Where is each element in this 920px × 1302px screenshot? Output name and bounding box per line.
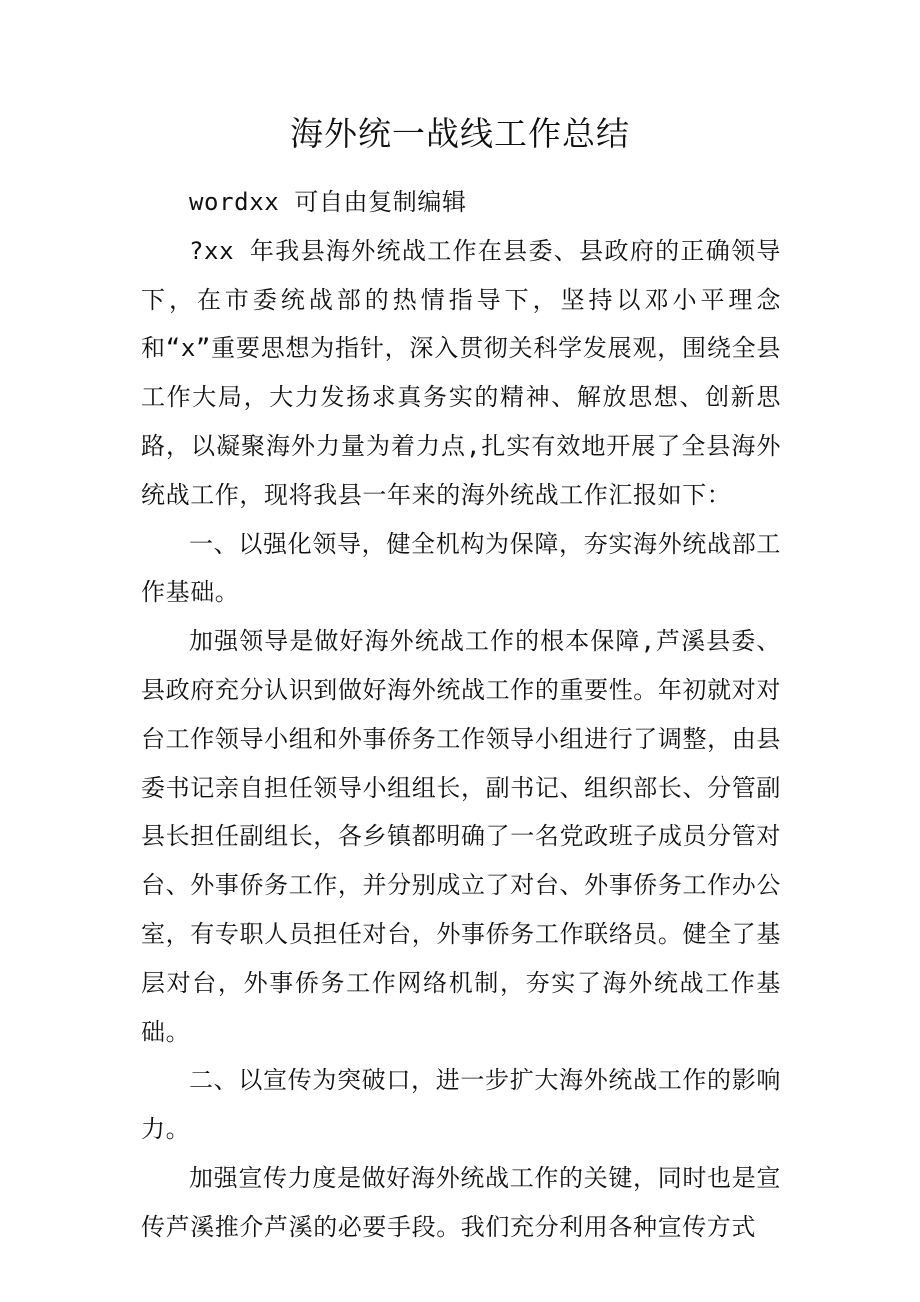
document-body bbox=[141, 178, 781, 1252]
paragraph-section-2: 加强宣传力度是做好海外统战工作的关键，同时也是宣传芦溪推介芦溪的必要手段。我们充分利用各种宣传方式 bbox=[141, 1163, 781, 1241]
section-heading-2: 二、以宣传为突破口，进一步扩大海外统战工作的影响力。 bbox=[141, 1066, 781, 1144]
paragraph-intro: ?xx 年我县海外统战工作在县委、县政府的正确领导下，在市委统战部的热情指导下，坚持以邓小平理念和“x”重要思想为指针，深入贯彻关科学发展观，围绕全县工作大局，大力发扬求真务实的精神、解放思想、创新思路，以凝聚海外力量为着力点,扎实有效地开展了全县海外统战工作，现将我县一年来的海外统战工作汇报如下： bbox=[141, 236, 781, 509]
document-title: 海外统一战线工作总结 bbox=[290, 114, 630, 153]
section-heading-1: 一、以强化领导，健全机构为保障，夯实海外统战部工作基础。 bbox=[141, 529, 781, 607]
paragraph-source-note: wordxx 可自由复制编辑 bbox=[189, 188, 467, 216]
paragraph-section-1: 加强领导是做好海外统战工作的根本保障,芦溪县委、县政府充分认识到做好海外统战工作的重要性。年初就对对台工作领导小组和外事侨务工作领导小组进行了调整，由县委书记亲自担任领导小组组长，副书记、组织部长、分管副县长担任副组长，各乡镇都明确了一名党政班子成员分管对台、外事侨务工作，并分别成立了对台、外事侨务工作办公室，有专职人员担任对台，外事侨务工作联络员。健全了基层对台，外事侨务工作网络机制，夯实了海外统战工作基础。 bbox=[141, 627, 781, 1046]
